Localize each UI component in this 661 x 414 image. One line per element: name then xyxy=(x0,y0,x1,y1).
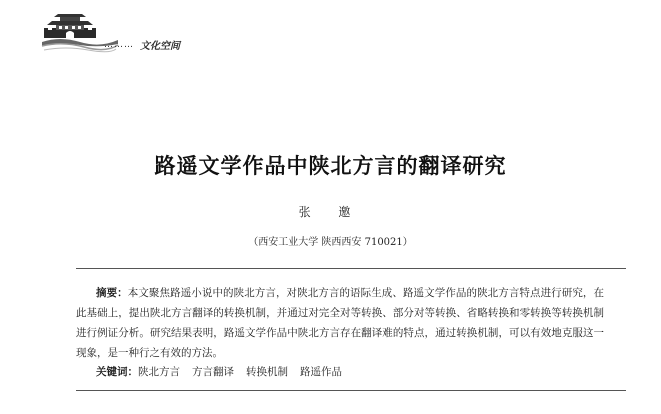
journal-section-label: 文化空间 xyxy=(140,41,180,52)
keyword-item: 方言翻译 xyxy=(192,366,234,378)
keyword-item: 路遥作品 xyxy=(300,366,342,378)
abstract-label: 摘要： xyxy=(96,287,128,299)
keywords-block xyxy=(96,362,616,382)
abstract-top-divider xyxy=(76,268,626,269)
abstract-bottom-divider xyxy=(76,390,626,391)
paper-title: 路遥文学作品中陕北方言的翻译研究 xyxy=(154,154,507,178)
keyword-item: 转换机制 xyxy=(246,366,288,378)
keywords-label: 关键词： xyxy=(96,366,138,378)
keyword-item: 陕北方言 xyxy=(138,366,180,378)
paper-author: 张 邀 xyxy=(298,205,363,219)
abstract-block xyxy=(76,283,604,363)
header-dots: ……… xyxy=(104,40,134,50)
abstract-text: 本文聚焦路遥小说中的陕北方言，对陕北方言的语际生成、路遥文学作品的陕北方言特点进行研究，在此基础上，提出陕北方言翻译的转换机制，并通过对完全对等转换、部分对等转换、省略转换和零转换等转换机制进行例证分析。研究结果表明，路遥文学作品中陕北方言存在翻译难的特点，通过转换机制，可以有效地克服这一现象，是一种行之有效的方法。 xyxy=(76,287,605,359)
paper-affiliation: （西安工业大学 陕西西安 710021） xyxy=(248,237,413,248)
